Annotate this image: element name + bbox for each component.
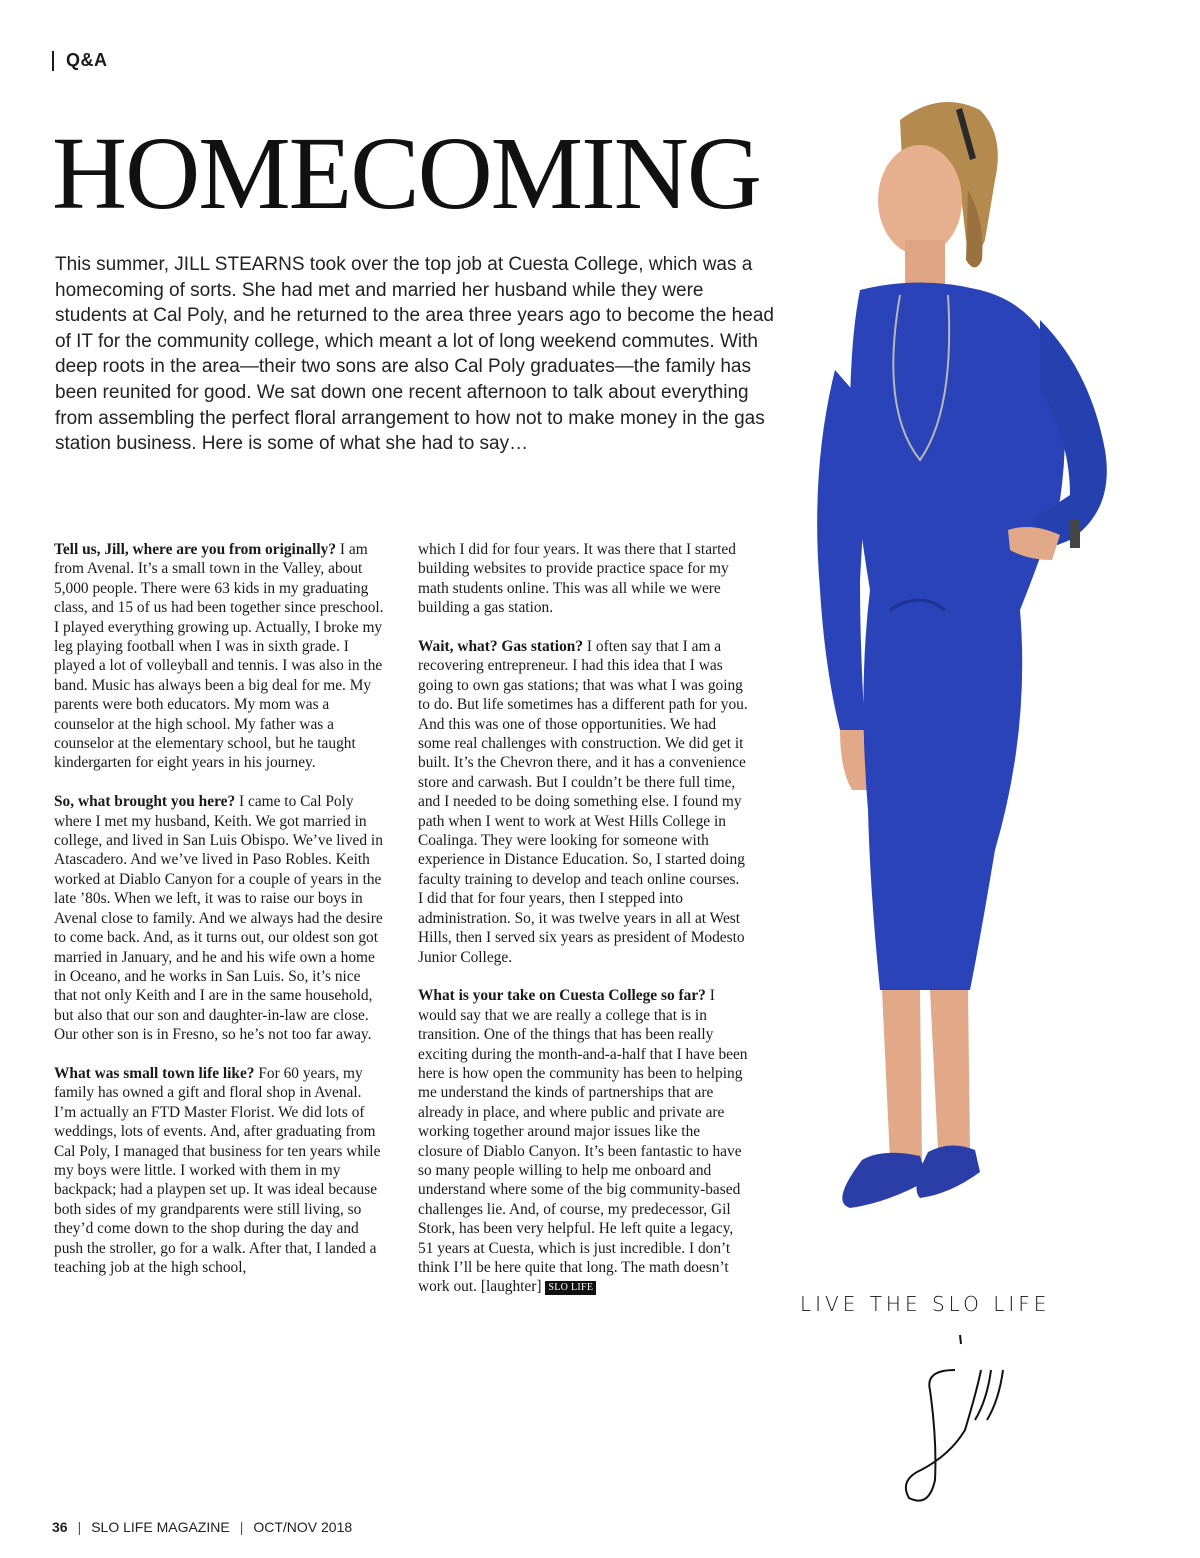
page-footer xyxy=(52,1519,352,1535)
qa-continuation xyxy=(418,540,748,618)
section-divider xyxy=(52,51,54,71)
qa-block xyxy=(418,986,748,1297)
column-left xyxy=(54,540,384,1297)
qa-block xyxy=(54,792,384,1044)
article-intro: This summer, JILL STEARNS took over the top job at Cuesta College, which was a homecoming of sorts. She had met and married her husband while they were students at Cal Poly, and he returned to the area three years ago to become the head of IT for the community college, which meant a lot of long weekend commutes. With deep roots in the area—their two sons are also Cal Poly graduates—the family has been reunited for good. We sat down one recent afternoon to talk about everything from assembling the perfect floral arrangement to how not to make money in the gas station business. Here is some of what she had to say… xyxy=(55,254,774,455)
qa-block xyxy=(54,540,384,773)
answer: which I did for four years. It was there that I started building websites to provide practice space for my math students online. This was all while we were building a gas station. xyxy=(418,541,736,617)
section-label: Q&A xyxy=(66,50,108,70)
magazine-name: SLO LIFE MAGAZINE xyxy=(91,1519,230,1535)
qa-block xyxy=(54,1064,384,1277)
article-title: HOMECOMING xyxy=(52,116,760,231)
section-tag xyxy=(52,50,108,71)
issue-date: OCT/NOV 2018 xyxy=(253,1519,353,1535)
qa-block xyxy=(418,637,748,967)
column-right xyxy=(418,540,748,1316)
answer: For 60 years, my family has owned a gift and floral shop in Avenal. I’m actually an FTD Master Florist. We did lots of weddings, lots of events. And, after graduating from Cal Poly, I managed that business for ten years while my boys were little. I worked with them in my backpack; had a playpen set up. It was ideal because both sides of my grandparents were still living, so they’d come down to the shop during the day and push the stroller, go for a walk. After that, I landed a teaching job at the high school, xyxy=(54,1064,381,1276)
end-mark-badge: SLO LIFE xyxy=(545,1281,596,1295)
page-number: 36 xyxy=(52,1519,68,1535)
question: What was small town life like? xyxy=(54,1064,255,1082)
footer-divider: | xyxy=(77,1519,82,1535)
question: Tell us, Jill, where are you from originally? xyxy=(54,541,337,558)
footer-divider: | xyxy=(239,1519,244,1535)
answer: I came to Cal Poly where I met my husband, Keith. We got married in college, and lived in San Luis Obispo. We’ve lived in Atascadero. And we’ve lived in Paso Robles. Keith worked at Diablo Canyon for a couple of years in the late ’80s. When we left, it was to raise our boys in Avenal close to family. And we always had the desire to come back. And, as it turns out, our oldest son got married in January, and he and his wife own a home in Oceano, and he works in San Luis. So, it’s nice that not only Keith and I are in the same household, but also that our son and daughter-in-law are close. Our other son is in Fresno, so he’s not too far away. xyxy=(54,793,383,1044)
question: Wait, what? Gas station? xyxy=(418,638,584,656)
answer: I would say that we are really a college that is in transition. One of the things that has been really exciting during the month-and-a-half that I have been here is how open the community has been to helping me understand the kinds of partnerships that are already in place, and where public and private are working together around major issues like the closure of Diablo Canyon. It’s been fantastic to have so many people willing to help me onboard and understand where some of the big community-based challenges lie. And, of course, my predecessor, Gil Stork, has been very helpful. He left quite a legacy, 51 years at Cuesta, which is just incredible. I don’t think I’ll be here quite that long. The math doesn’t work out. [laughter] xyxy=(418,987,748,1296)
signoff-text: LIVE THE SLO LIFE xyxy=(800,1292,1051,1316)
answer: I am from Avenal. It’s a small town in the Valley, about 5,000 people. There were 63 kids in my graduating class, and 15 of us had been together since preschool. I played everything growing up. Actually, I broke my leg playing football when I was in sixth grade. I played a lot of volleyball and tennis. I was also in the band. Music has always been a big deal for me. My parents were both educators. My mom was a counselor at the high school. My father was a counselor at the elementary school, but he taught kindergarten for eight years in his journey. xyxy=(54,541,384,772)
answer: I often say that I am a recovering entrepreneur. I had this idea that I was going to own gas stations; that was what I was going to do. But life sometimes has a different path for you. And this was one of those opportunities. We had some real challenges with construction. We did get it built. It’s the Chevron there, and it has a convenience store and carwash. But I couldn’t be there full time, and I needed to be doing something else. I found my path when I went to work at West Hills College in Coalinga. They were looking for someone with experience in Distance Education. So, I started doing faculty training to develop and teach online courses. I did that for four years, then I stepped into administration. So, it was twelve years in all at West Hills, then I served six years as president of Modesto Junior College. xyxy=(418,638,748,966)
signature xyxy=(895,1330,1015,1510)
question: What is your take on Cuesta College so far? xyxy=(418,987,706,1005)
question: So, what brought you here? xyxy=(54,793,236,811)
portrait-photo xyxy=(770,90,1200,1260)
